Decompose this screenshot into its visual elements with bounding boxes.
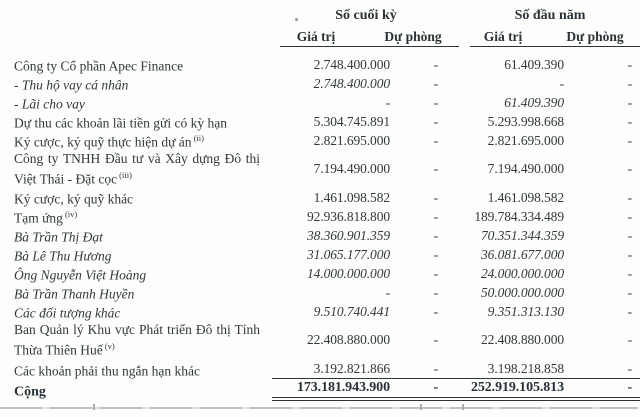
value-begin-cell: 61.409.390 <box>504 94 564 110</box>
provision-begin-cell: - <box>627 132 632 148</box>
header-group-end-of-period <box>272 6 460 47</box>
table-body <box>0 55 640 401</box>
footnote-ref: (ii) <box>193 133 204 144</box>
total-provision-begin-cell: - <box>627 380 632 395</box>
scan-tick <box>420 404 422 410</box>
group-begin-cells <box>460 359 640 379</box>
provision-begin-cell: - <box>627 75 632 91</box>
provision-end-cell: - <box>433 189 438 205</box>
value-begin-cell: - <box>559 75 564 91</box>
subheader-provision-label: Dự phòng <box>384 29 442 44</box>
row-label-text: Dự thu các khoản lãi tiền gửi có kỳ hạn <box>14 115 227 131</box>
row-label <box>0 150 272 188</box>
provision-end-cell: - <box>433 208 438 224</box>
scan-tick <box>93 404 95 410</box>
provision-begin-cell: - <box>627 113 632 129</box>
subheader-value-label: Giá trị <box>296 29 336 44</box>
row-label-text: Ban Quản lý Khu vực Phát triển Đô thị Tỉnh Thừa Thiên Huế <box>14 322 260 358</box>
row-label-text: Tạm ứng <box>14 210 63 226</box>
table-header <box>0 6 640 47</box>
row-label-text: Bà Lê Thu Hương <box>14 248 112 264</box>
header-spacer <box>0 6 272 47</box>
value-begin-cell: 70.351.344.359 <box>481 227 564 243</box>
subheader-provision <box>384 28 460 46</box>
row-label <box>0 130 272 151</box>
value-begin-cell: 22.408.880.000 <box>481 332 564 347</box>
value-end-cell: 14.000.000.000 <box>307 265 390 281</box>
row-label <box>0 206 272 227</box>
value-end-cell: 92.936.818.800 <box>307 208 390 224</box>
row-label <box>0 244 272 265</box>
value-end-cell: 2.821.695.000 <box>313 132 390 148</box>
table-row <box>0 188 640 207</box>
provision-begin-cell: - <box>627 56 632 72</box>
table-row <box>0 55 640 74</box>
provision-begin-cell: - <box>627 246 632 262</box>
value-end-cell: 2.748.400.000 <box>313 75 390 91</box>
row-label <box>0 111 272 132</box>
provision-end-cell: - <box>433 284 438 300</box>
group-title: Số đầu năm <box>514 8 586 23</box>
provision-end-cell: - <box>433 227 438 243</box>
total-value-begin-cell: 252.919.105.813 <box>470 380 564 395</box>
group-title: Số cuối kỳ <box>335 8 397 23</box>
subheader-value <box>272 28 392 46</box>
table-row <box>0 245 640 264</box>
row-label-text: Bà Trần Thanh Huyền <box>14 286 135 302</box>
header-group-beginning-of-year <box>460 6 640 47</box>
subheader-value-label: Giá trị <box>483 29 523 44</box>
total-row <box>0 379 640 401</box>
row-label-text: Các đối tượng khác <box>14 305 121 321</box>
row-label-text: Công ty TNHH Đầu tư và Xây dựng Đô thị Việt Thái - Đặt cọc <box>14 151 260 187</box>
table-row <box>0 93 640 112</box>
total-value-end-cell: 173.181.943.900 <box>296 380 390 395</box>
table-row <box>0 321 640 359</box>
row-label <box>0 263 272 284</box>
row-label <box>0 359 272 380</box>
value-begin-cell: 189.784.334.489 <box>474 208 564 224</box>
row-label-text: Công ty Cổ phần Apec Finance <box>14 58 184 74</box>
row-label-text: - Lãi cho vay <box>14 96 85 112</box>
value-begin-cell: 1.461.098.582 <box>487 189 564 205</box>
row-label <box>0 54 272 75</box>
footnote-ref: (v) <box>104 341 115 352</box>
provision-end-cell: - <box>433 75 438 91</box>
table-row <box>0 74 640 93</box>
subheader-value <box>460 28 570 46</box>
provision-begin-cell: - <box>627 360 632 376</box>
total-provision-end-cell: - <box>433 380 438 395</box>
value-begin-cell: 50.000.000.000 <box>481 284 564 300</box>
subheader-provision <box>566 28 640 46</box>
row-label-text: Cộng <box>14 384 46 400</box>
provision-begin-cell: - <box>627 303 632 319</box>
group-end-cells <box>272 359 460 379</box>
provision-begin-cell: - <box>627 94 632 110</box>
provision-begin-cell: - <box>627 189 632 205</box>
subheader-provision-label: Dự phòng <box>566 29 624 44</box>
table-row <box>0 150 640 188</box>
table-row <box>0 283 640 302</box>
group-end-cells <box>272 379 460 401</box>
header-underline <box>470 46 640 47</box>
subheader-row <box>272 26 460 46</box>
provision-end-cell: - <box>433 332 438 347</box>
row-label-text: - Thu hộ vay cá nhân <box>14 77 129 93</box>
provision-begin-cell: - <box>627 208 632 224</box>
provision-end-cell: - <box>433 132 438 148</box>
value-begin-cell: 3.198.218.858 <box>487 360 564 376</box>
provision-begin-cell: - <box>627 332 632 347</box>
value-end-cell: 38.360.901.359 <box>307 227 390 243</box>
row-label-text: Ông Nguyễn Việt Hoàng <box>14 267 147 283</box>
value-begin-cell: 5.293.998.668 <box>487 113 564 129</box>
value-begin-cell: 2.821.695.000 <box>487 132 564 148</box>
value-begin-cell: 7.194.490.000 <box>487 161 564 176</box>
table-row <box>0 302 640 321</box>
total-label <box>0 379 272 401</box>
value-end-cell: 22.408.880.000 <box>307 332 390 347</box>
provision-begin-cell: - <box>627 284 632 300</box>
scan-artifact-line <box>0 407 638 409</box>
value-end-cell: 5.304.745.891 <box>313 113 390 129</box>
value-end-cell: 7.194.490.000 <box>313 161 390 176</box>
value-begin-cell: 24.000.000.000 <box>481 265 564 281</box>
row-label <box>0 301 272 322</box>
row-label-text: Ký cược, ký quỹ khác <box>14 191 134 207</box>
footnote-ref: (iii) <box>119 170 132 181</box>
table-row <box>0 226 640 245</box>
provision-end-cell: - <box>433 360 438 376</box>
provision-end-cell: - <box>433 161 438 176</box>
value-begin-cell: 36.081.677.000 <box>481 246 564 262</box>
provision-end-cell: - <box>433 246 438 262</box>
row-label <box>0 225 272 246</box>
value-end-cell: 31.065.177.000 <box>307 246 390 262</box>
table-row <box>0 207 640 226</box>
provision-begin-cell: - <box>627 161 632 176</box>
scan-speck <box>295 18 298 21</box>
table-row <box>0 112 640 131</box>
table-row <box>0 131 640 150</box>
value-end-cell: 9.510.740.441 <box>313 303 390 319</box>
provision-end-cell: - <box>433 113 438 129</box>
value-end-cell: 3.192.821.866 <box>313 360 390 376</box>
row-label-text: Bà Trần Thị Đạt <box>14 229 103 245</box>
value-begin-cell: 61.409.390 <box>504 56 564 72</box>
row-label <box>0 321 272 359</box>
table-row <box>0 264 640 283</box>
value-end-cell: - <box>385 94 390 110</box>
header-underline <box>280 46 459 47</box>
provision-end-cell: - <box>433 94 438 110</box>
footnote-ref: (iv) <box>64 209 78 220</box>
row-label <box>0 73 272 94</box>
provision-begin-cell: - <box>627 265 632 281</box>
value-end-cell: 2.748.400.000 <box>313 56 390 72</box>
value-end-cell: - <box>385 284 390 300</box>
scan-tick <box>462 404 464 410</box>
row-label-text: Các khoản phải thu ngắn hạn khác <box>14 363 200 379</box>
subheader-row <box>460 26 640 46</box>
group-begin-cells <box>460 379 640 401</box>
provision-end-cell: - <box>433 303 438 319</box>
row-label <box>0 187 272 208</box>
value-end-cell: 1.461.098.582 <box>313 189 390 205</box>
value-begin-cell: 9.351.313.130 <box>487 303 564 319</box>
table-row <box>0 359 640 379</box>
row-label <box>0 92 272 113</box>
provision-end-cell: - <box>433 265 438 281</box>
provision-begin-cell: - <box>627 227 632 243</box>
row-label-text: Ký cược, ký quỹ thực hiện dự án <box>14 134 192 150</box>
row-label <box>0 282 272 303</box>
provision-end-cell: - <box>433 56 438 72</box>
